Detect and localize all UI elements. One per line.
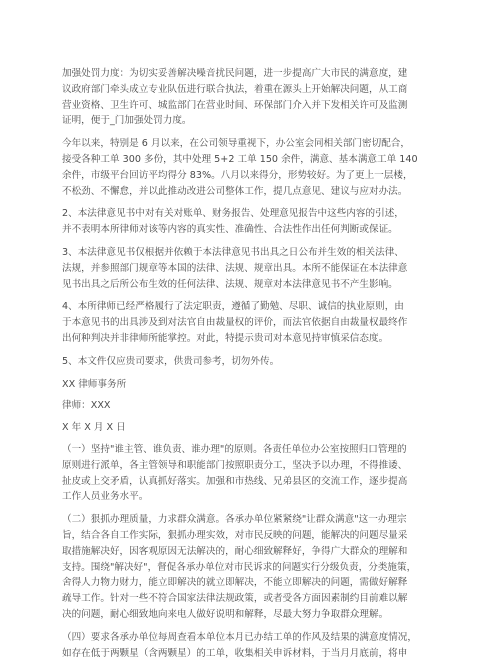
paragraph-item-4: 4、本所律师已经严格履行了法定职责，遵循了勤勉、尽职、诚信的执业原则，由 于本意见书的出具涉及到对法官自由裁量权的评价，而法官依据自由裁量权最终作 出何种判决并非律师所能掌控。对此，特提示贵司对本意见持审慎采信态度。 — [62, 301, 408, 344]
paragraph-principle: （一）坚持"谁主管、谁负责、谁办理"的原则。各责任单位办公室按照归口管理的 原则进行派单，各主管领导和职能部门按照职责分工，坚决予以办理，不得推诿、 扯皮或上交矛盾，认真抓好落实。加强和市热线、兄弟县区的交流工作，逐步提高 工作人员业务水平。 — [62, 443, 408, 503]
paragraph-item-2: 2、本法律意见书中对有关对账单、财务报告、处理意见报告中这些内容的引述， 并不表明本所律师对该等内容的真实性、准确性、合法性作出任何判断或保证。 — [62, 208, 404, 236]
paragraph-penalty: 加强处罚力度：为切实妥善解决噪音扰民问题，进一步提高广大市民的满意度，建 议政府部门牵头成立专业队伍进行联合执法，着重在源头上开始解决问题，从工商 营业资格、卫生许可、城监部门在营业时间、环保部门介入并下发相关许可及监测 证明，便于_门加强处罚力度。 — [62, 68, 408, 127]
paragraph-item-5: 5、本文件仅应贵司要求，供贵司参考，切勿外传。 — [62, 355, 280, 367]
paragraph-work-summary: 今年以来，特别是 6 月以来，在公司领导重视下，办公室会同相关部门密切配合， 接受各种工单 300 多份，其中处理 5+2 工单 150 余件，满意、基本满意工单 140 余件，市级平台回访平均得分 83%。八月以来得分，形势较好。为了更上一层楼， 不松劲、不懈怠，并以此推动改进公司整体工作，提几点意见、建议与应对办法。 — [62, 138, 418, 197]
document-date: X 年 X 月 X 日 — [62, 422, 126, 434]
lawyer-signature: 律师：XXX — [62, 400, 111, 412]
paragraph-weekly-check: （四）要求各承办单位每周查看本单位本月已办结工单的作风及结果的满意度情况， 如存在低于两颗星（含两颗星）的工单，收集相关申诉材料，于当月月底前，将申 — [62, 631, 417, 659]
paragraph-item-3: 3、本法律意见书仅根据并依赖于本法律意见书出具之日公布并生效的相关法律、 法规，并参照部门规章等本国的法律、法规、规章出具。本所不能保证在本法律意 见书出具之后所公布生效的任何法律、法规、规章对本法律意见书不产生影响。 — [62, 246, 408, 290]
paragraph-quality: （二）狠抓办理质量，力求群众满意。各承办单位紧紧绕"让群众满意"这一办理宗 旨，结合各自工作实际，狠抓办理实效，对市民反映的问题，能解决的问题尽量采 取措施解决好，因客观原因无法解决的，耐心细致解释好，争得广大群众的理解和 支持。围绕"解决好"，督促各承办单位对市民诉求的问题实行分级负责，分类施策， 舍得人力物力财力，能立即解决的就立即解决，不能立即解决的问题，需做好解释 疏导工作。针对一些不符合国家法律法规政策，或者受各方面因素制约目前难以解 决的问题，耐心细致地向来电人做好说明和解释，尽最大努力争取群众理解。 — [62, 514, 417, 620]
law-firm-name: XX 律师事务所 — [62, 378, 127, 390]
